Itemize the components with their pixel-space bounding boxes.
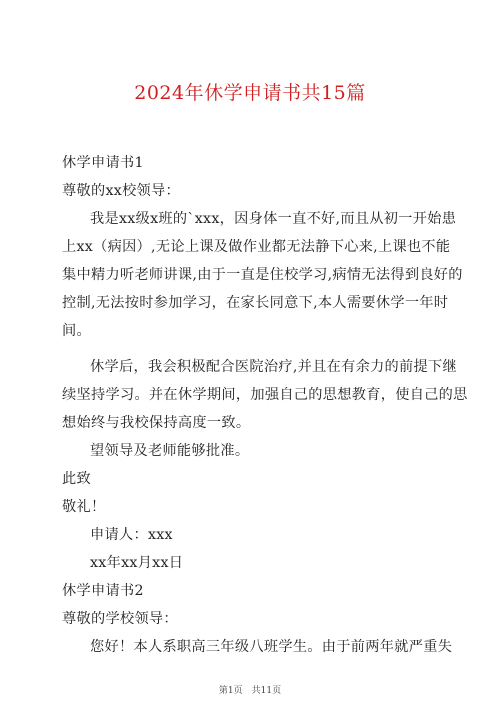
applicant-line: 申请人：xxx [90, 527, 173, 543]
section-heading: 休学申请书1 [62, 155, 144, 171]
salutation: 尊敬的xx校领导： [62, 183, 181, 199]
paragraph-line: 休学后，我会积极配合医院治疗,并且在有余力的前提下继 [90, 359, 457, 375]
closing-line: 此致 [62, 471, 91, 487]
paragraph-line: 我是xx级x班的`xxx，因身体一直不好,而且从初一开始患 [90, 211, 457, 227]
paragraph-line: 续坚持学习。并在休学期间，加强自己的思想教育，使自己的思 [62, 387, 468, 403]
page-footer: 第1页 共11页 [218, 686, 282, 696]
paragraph-line: 上xx（病因）,无论上课及做作业都无法静下心来,上课也不能 [62, 239, 451, 255]
date-line: xx年xx月xx日 [90, 555, 184, 571]
paragraph-line: 间。 [62, 323, 91, 339]
paragraph-line: 望领导及老师能够批准。 [90, 443, 250, 459]
paragraph-line: 想始终与我校保持高度一致。 [62, 415, 251, 431]
paragraph-line: 您好！本人系职高三年级八班学生。由于前两年就严重失 [90, 639, 453, 655]
paragraph-line: 控制,无法按时参加学习，在家长同意下,本人需要休学一年时 [62, 295, 449, 311]
paragraph-line: 集中精力听老师讲课,由于一直是住校学习,病情无法得到良好的 [62, 267, 463, 283]
document-title: 2024年休学申请书共15篇 [134, 82, 366, 104]
section-heading: 休学申请书2 [62, 583, 144, 599]
salutation: 尊敬的学校领导： [62, 611, 178, 627]
closing-line: 敬礼！ [62, 499, 106, 515]
